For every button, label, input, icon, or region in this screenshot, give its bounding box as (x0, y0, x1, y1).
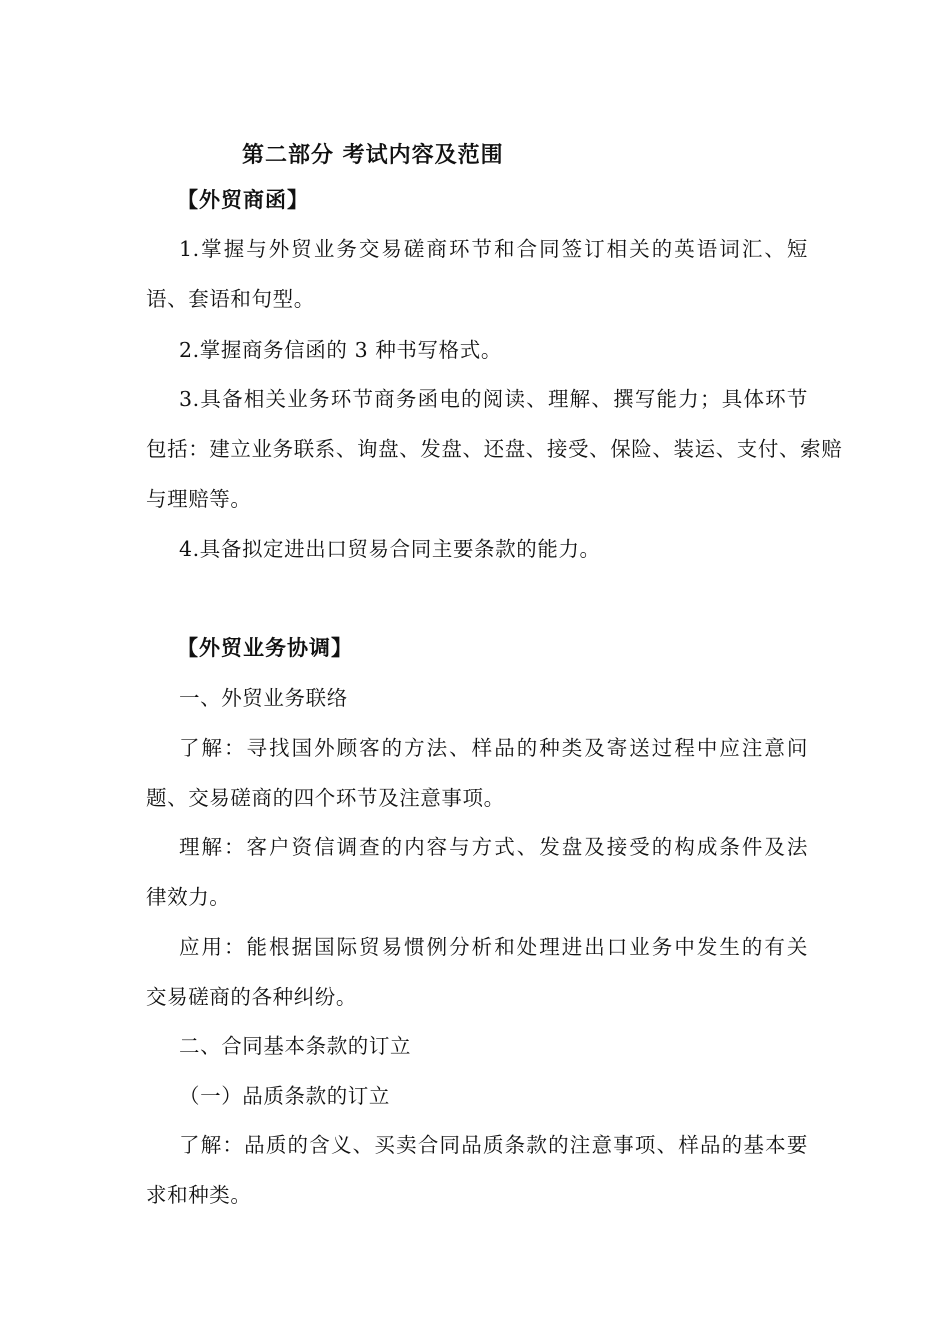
apply-line-2: 交易磋商的各种纠纷。 (146, 985, 357, 1009)
item-4-line-1: 4.具备拟定进出口贸易合同主要条款的能力。 (179, 537, 601, 561)
comprehend-line-2: 律效力。 (146, 885, 231, 909)
section-heading-trade-letters: 【外贸商函】 (177, 187, 309, 212)
quality-understand-line-1: 了解：品质的含义、买卖合同品质条款的注意事项、样品的基本要 (179, 1133, 808, 1157)
item-3-line-2: 包括：建立业务联系、询盘、发盘、还盘、接受、保险、装运、支付、索赔 (146, 437, 843, 461)
section-heading-trade-coordination: 【外贸业务协调】 (177, 635, 353, 660)
item-3-line-1: 3.具备相关业务环节商务函电的阅读、理解、撰写能力；具体环节 (179, 387, 808, 411)
understand-line-2: 题、交易磋商的四个环节及注意事项。 (146, 786, 505, 810)
item-3-line-3: 与理赔等。 (146, 487, 252, 511)
apply-line-1: 应用：能根据国际贸易惯例分析和处理进出口业务中发生的有关 (179, 935, 808, 959)
item-2-line-1: 2.掌握商务信函的 3 种书写格式。 (179, 338, 502, 362)
item-1-line-1: 1.掌握与外贸业务交易磋商环节和合同签订相关的英语词汇、短 (179, 237, 808, 261)
subsection-2-title: 二、合同基本条款的订立 (179, 1034, 412, 1058)
part-title: 第二部分 考试内容及范围 (242, 142, 504, 168)
understand-line-1: 了解：寻找国外顾客的方法、样品的种类及寄送过程中应注意问 (179, 736, 808, 760)
comprehend-line-1: 理解：客户资信调查的内容与方式、发盘及接受的构成条件及法 (179, 835, 808, 859)
quality-understand-line-2: 求和种类。 (146, 1183, 252, 1207)
subsection-2-part-1-title: （一）品质条款的订立 (179, 1084, 390, 1108)
subsection-1-title: 一、外贸业务联络 (179, 686, 348, 710)
item-1-line-2: 语、套语和句型。 (146, 287, 315, 311)
